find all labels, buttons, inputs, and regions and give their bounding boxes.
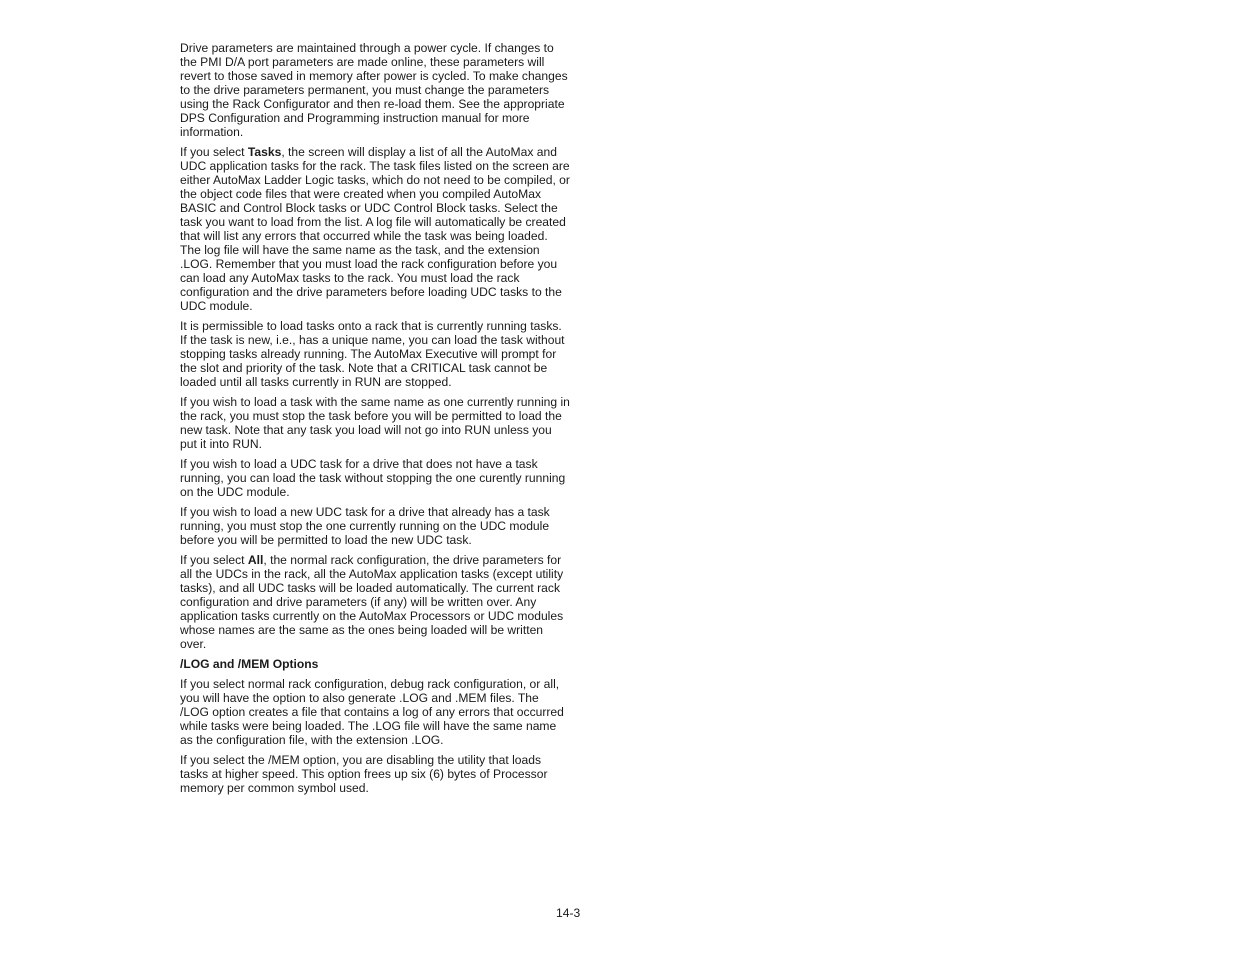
tasks-prefix: If you select <box>180 145 248 159</box>
section-heading: /LOG and /MEM Options <box>180 657 319 671</box>
paragraph-udc-no-task: If you wish to load a UDC task for a drive that does not have a task running, you can load the task without stopping the one curently running on the UDC module. <box>180 457 566 499</box>
paragraph-permissible: It is permissible to load tasks onto a rack that is currently running tasks. If the task is new, i.e., has a unique name, you can load the task without stopping tasks already running. The AutoMax Executive will prompt for the slot and priority of the task. Note that a CRITICAL task cannot be loaded until all tasks currently in RUN are stopped. <box>180 319 565 389</box>
all-body: , the normal rack configuration, the drive parameters for all the UDCs in the rack, all the AutoMax application tasks (except utility tasks), and all UDC tasks will be loaded automatically. The current rack configuration and drive parameters (if any) will be written over. Any application tasks currently on the AutoMax Processors or UDC modules whose names are the same as the ones being loaded will be written over. <box>180 553 564 651</box>
paragraph-udc-new-task: If you wish to load a new UDC task for a drive that already has a task running, you must stop the one currently running on the UDC module before you will be permitted to load the new UDC task. <box>180 505 550 547</box>
paragraph-tasks <box>180 145 570 313</box>
paragraph-all <box>180 553 570 651</box>
paragraph-mem-option: If you select the /MEM option, you are disabling the utility that loads tasks at higher speed. This option frees up six (6) bytes of Processor memory per common symbol used. <box>180 753 548 795</box>
paragraph-same-name: If you wish to load a task with the same name as one currently running in the rack, you must stop the task before you will be permitted to load the new task. Note that any task you load will not go into RUN unless you put it into RUN. <box>180 395 570 451</box>
all-prefix: If you select <box>180 553 248 567</box>
paragraph-log-option: If you select normal rack configuration, debug rack configuration, or all, you will have the option to also generate .LOG and .MEM files. The /LOG option creates a file that contains a log of any errors that occurred while tasks were being loaded. The .LOG file will have the same name as the configuration file, with the extension .LOG. <box>180 677 564 747</box>
paragraph-drive-parameters: Drive parameters are maintained through a power cycle. If changes to the PMI D/A port parameters are made online, these parameters will revert to those saved in memory after power is cycled. To make changes to the drive parameters permanent, you must change the parameters using the Rack Configurator and then re-load them. See the appropriate DPS Configuration and Programming instruction manual for more information. <box>180 41 568 139</box>
tasks-keyword: Tasks <box>247 145 282 159</box>
text-column <box>180 41 570 801</box>
all-keyword: All <box>247 553 264 567</box>
tasks-body: , the screen will display a list of all the AutoMax and UDC application tasks for the rack. The task files listed on the screen are either AutoMax Ladder Logic tasks, which do not need to be compiled, or the object code files that were created when you compiled AutoMax BASIC and Control Block tasks or UDC Control Block tasks. Select the task you want to load from the list. A log file will automatically be created that will list any errors that occurred while the task was being loaded. The log file will have the same name as the task, and the extension .LOG. Remember that you must load the rack configuration before you can load any AutoMax tasks to the rack. You must load the rack configuration and the drive parameters before loading UDC tasks to the UDC module. <box>180 145 570 313</box>
page-number: 14-3 <box>556 906 581 920</box>
